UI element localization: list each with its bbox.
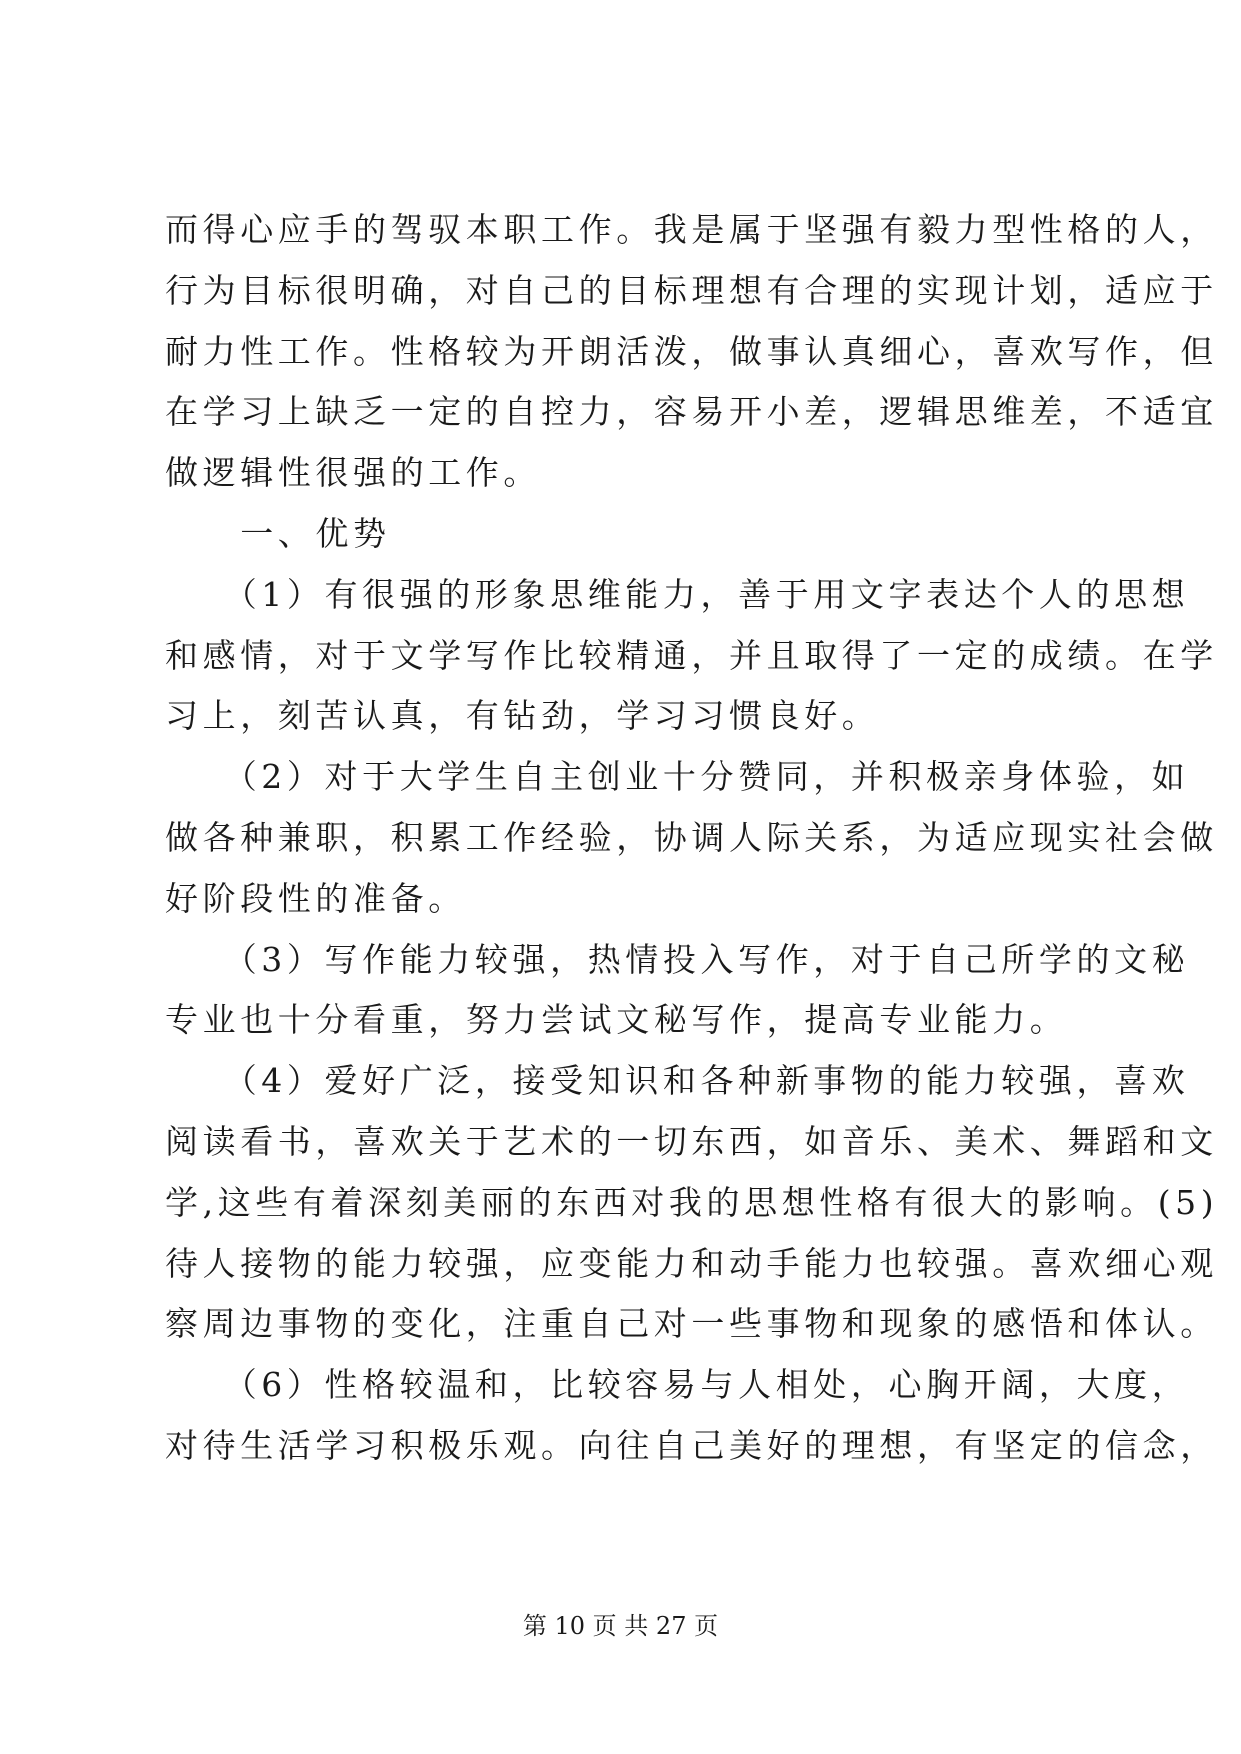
text-line: 专业也十分看重，努力尝试文秘写作，提高专业能力。 [165,1000,1068,1040]
text-line: （4）爱好广泛，接受知识和各种新事物的能力较强，喜欢 [165,1061,1190,1101]
text-line: （1）有很强的形象思维能力，善于用文字表达个人的思想 [165,574,1190,614]
text-line: 察周边事物的变化，注重自己对一些事物和现象的感悟和体认。 [165,1304,1218,1344]
text-line: 在学习上缺乏一定的自控力，容易开小差，逻辑思维差，不适宜 [165,392,1218,432]
text-line: 做各种兼职，积累工作经验，协调人际关系，为适应现实社会做 [165,817,1218,857]
text-line: 行为目标很明确，对自己的目标理想有合理的实现计划，适应于 [165,270,1218,310]
text-line: 学,这些有着深刻美丽的东西对我的思想性格有很大的影响。(5) [165,1182,1219,1222]
text-line: （6）性格较温和，比较容易与人相处，心胸开阔，大度， [165,1365,1190,1405]
text-line: （3）写作能力较强，热情投入写作，对于自己所学的文秘 [165,939,1190,979]
text-line: 耐力性工作。性格较为开朗活泼，做事认真细心，喜欢写作，但 [165,331,1218,371]
text-line: 习上，刻苦认真，有钻劲，学习习惯良好。 [165,696,880,736]
text-line: 而得心应手的驾驭本职工作。我是属于坚强有毅力型性格的人， [165,210,1218,249]
text-line: 对待生活学习积极乐观。向往自己美好的理想，有坚定的信念， [165,1425,1218,1465]
text-line: （2）对于大学生自主创业十分赞同，并积极亲身体验，如 [165,757,1190,797]
page-number-footer: 第 10 页 共 27 页 [522,1612,719,1640]
section-heading: 一、优势 [165,513,391,553]
text-line: 和感情，对于文学写作比较精通，并且取得了一定的成绩。在学 [165,635,1218,675]
text-line: 好阶段性的准备。 [165,878,466,918]
text-line: 做逻辑性很强的工作。 [165,453,541,493]
text-line: 阅读看书，喜欢关于艺术的一切东西，如音乐、美术、舞蹈和文 [165,1121,1218,1161]
body-text [165,200,1219,1477]
text-line: 待人接物的能力较强，应变能力和动手能力也较强。喜欢细心观 [165,1243,1218,1283]
